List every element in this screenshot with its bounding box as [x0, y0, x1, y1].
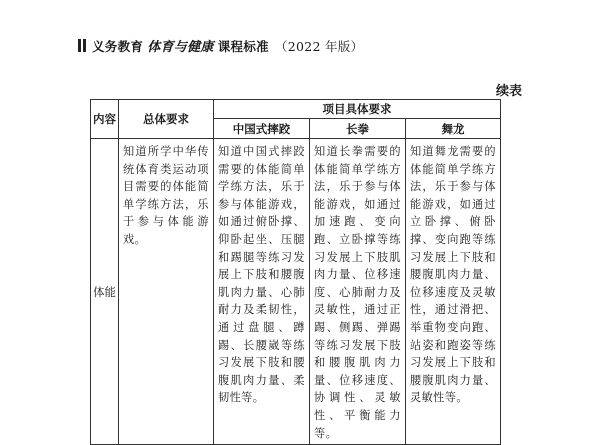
header-content: 内容	[91, 100, 119, 139]
header-series: 义务教育	[92, 38, 144, 54]
header-specific: 项目具体要求	[214, 100, 501, 119]
cell-dragon	[406, 139, 501, 445]
cell-changquan-text: 知道长拳需要的体能简单学练方法，乐于参与体能游戏，如通过加速跑、变向跑、立卧撑等练习发展上下肢肌肉力量、位移速度、心肺耐力及灵敏性，通过正踢、侧踢、弹踢等练习发展下肢和腰腹肌肉力量、位移速度、协调性、灵敏性、平衡能力等。	[314, 145, 401, 440]
row-label: 体能	[91, 139, 119, 445]
cell-general-text: 知道所学中华传统体育类运动项目需要的体能简单学练方法，乐于参与体能游戏。	[123, 145, 209, 246]
cell-changquan	[310, 139, 406, 445]
requirements-table	[90, 99, 501, 445]
cell-dragon-text: 知道舞龙需要的体能简单学练方法，乐于参与体能游戏，如通过立卧撑、俯卧撑、变向跑等练习发展上下肢和腰腹肌肉力量、位移速度及灵敏性，通过滑把、举重物变向跑、站姿和跑姿等练习发展上下肢和腰腹肌肉力量、灵敏性等。	[410, 145, 497, 405]
header-year: （2022 年版）	[274, 38, 364, 54]
header-changquan: 长拳	[310, 119, 406, 139]
cell-general	[119, 139, 214, 445]
cell-wrestling	[214, 139, 310, 445]
header-standard: 课程标准	[217, 38, 269, 54]
table-row	[91, 139, 501, 445]
header-bars-icon	[78, 39, 86, 52]
running-header	[78, 36, 363, 55]
header-general: 总体要求	[119, 100, 214, 139]
header-dragon: 舞龙	[406, 119, 501, 139]
header-subject: 体育与健康	[147, 40, 214, 55]
header-wrestling: 中国式摔跤	[214, 119, 310, 139]
continued-label: 续表	[495, 84, 522, 99]
cell-wrestling-text: 知道中国式摔跤需要的体能简单学练方法，乐于参与体能游戏，如通过俯卧撑、仰卧起坐、压腿和踢腿等练习发展上下肢和腰腹肌肉力量、心肺耐力及柔韧性，通过盘腿、蹲踢、长腰崴等练习发展下肢和腰腹肌肉力量、柔韧性等。	[218, 145, 305, 405]
